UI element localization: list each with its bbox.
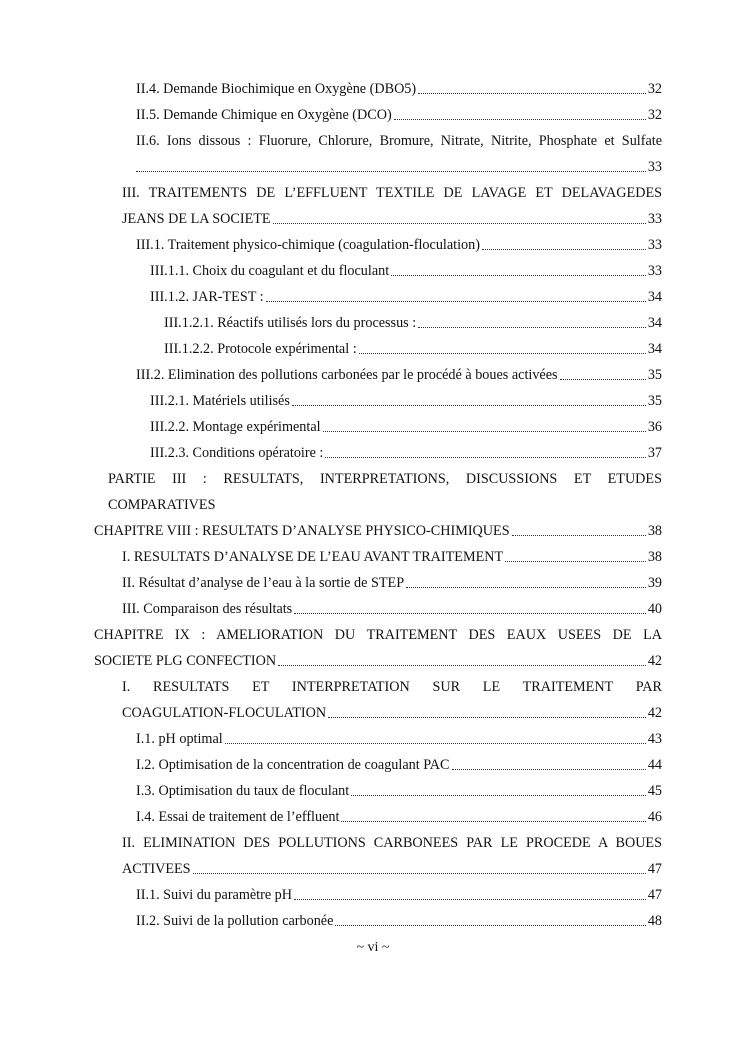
toc-entry-ii-6[interactable] [136, 131, 662, 151]
toc-entry-iii-1-1[interactable] [150, 261, 662, 281]
toc-entry-label: I.1. pH optimal [136, 731, 223, 747]
toc-entry-ii-4[interactable] [136, 79, 662, 99]
dot-leader [294, 613, 646, 614]
toc-entry-label: III.2.1. Matériels utilisés [150, 393, 290, 409]
toc-page-number: 42 [647, 705, 662, 721]
toc-entry-label: COAGULATION-FLOCULATION [122, 705, 327, 721]
toc-entry-ix-i-2[interactable] [136, 755, 662, 775]
toc-entry-ix-ii-2[interactable] [136, 911, 662, 931]
toc-entry-label: ACTIVEES [122, 861, 191, 877]
toc-entry-label: II. ELIMINATION DES POLLUTIONS CARBONEES PAR LE PROCEDE A BOUES [122, 835, 662, 851]
toc-entry-label: III.2.3. Conditions opératoire : [150, 445, 324, 461]
toc-page-number: 45 [647, 783, 662, 799]
toc-page-number: 34 [647, 289, 662, 305]
toc-entry-label: I.2. Optimisation de la concentration de coagulant PAC [136, 757, 450, 773]
toc-entry-label: I. RESULTATS ET INTERPRETATION SUR LE TRAITEMENT PAR [122, 679, 662, 695]
dot-leader [418, 93, 646, 94]
toc-entry-label: I.4. Essai de traitement de l’effluent [136, 809, 340, 825]
toc-entry-label: II.1. Suivi du paramètre pH [136, 887, 293, 903]
toc-page-number: 48 [647, 913, 662, 929]
toc-entry-ix-i[interactable] [122, 677, 662, 697]
toc-page-number: 32 [647, 81, 662, 97]
toc-page-number: 40 [647, 601, 662, 617]
toc-entry-iii-2-3[interactable] [150, 443, 662, 463]
page-footer-number: ~ vi ~ [356, 940, 390, 955]
dot-leader [266, 301, 646, 302]
toc-entry-ii-5[interactable] [136, 105, 662, 125]
toc-page-number: 35 [647, 393, 662, 409]
toc-entry-viii-ii[interactable] [122, 573, 662, 593]
toc-entry-label: II.6. Ions dissous : Fluorure, Chlorure, Bromure, Nitrate, Nitrite, Phosphate et Sulfate [136, 133, 662, 149]
toc-entry-label: CHAPITRE IX : AMELIORATION DU TRAITEMENT DES EAUX USEES DE LA [94, 627, 662, 643]
toc-entry-label: III.1.2.2. Protocole expérimental : [164, 341, 357, 357]
toc-entry-chapitre-ix[interactable] [94, 625, 662, 645]
toc-page-number: 33 [647, 237, 662, 253]
dot-leader [328, 717, 646, 718]
toc-entry-label: COMPARATIVES [108, 497, 216, 513]
toc-page-number: 35 [647, 367, 662, 383]
toc-page-number: 38 [647, 523, 662, 539]
toc-entry-iii-2[interactable] [136, 365, 662, 385]
toc-page-number: 47 [647, 861, 662, 877]
toc-entry-iii-1-2[interactable] [150, 287, 662, 307]
toc-entry-partie-iii-continuation[interactable] [108, 495, 662, 515]
dot-leader [505, 561, 646, 562]
toc-entry-label: I.3. Optimisation du taux de floculant [136, 783, 350, 799]
toc-page-number: 38 [647, 549, 662, 565]
toc-entry-iii-2-2[interactable] [150, 417, 662, 437]
dot-leader [335, 925, 645, 926]
toc-page-number: 44 [647, 757, 662, 773]
toc-entry-label: III.1. Traitement physico-chimique (coagulation-floculation) [136, 237, 480, 253]
dot-leader [273, 223, 646, 224]
toc-entry-iii-continuation[interactable] [122, 209, 662, 229]
toc-page-number: 34 [647, 341, 662, 357]
dot-leader [482, 249, 646, 250]
toc-page-number: 46 [647, 809, 662, 825]
toc-page-number: 37 [647, 445, 662, 461]
toc-entry-ix-i-continuation[interactable] [122, 703, 662, 723]
toc-entry-ix-i-1[interactable] [136, 729, 662, 749]
toc-entry-iii-1-2-1[interactable] [164, 313, 662, 333]
toc-entry-label: III.1.2.1. Réactifs utilisés lors du processus : [164, 315, 417, 331]
dot-leader [560, 379, 646, 380]
toc-entry-iii-2-1[interactable] [150, 391, 662, 411]
toc-entry-label: I. RESULTATS D’ANALYSE DE L’EAU AVANT TRAITEMENT [122, 549, 504, 565]
dot-leader [136, 171, 646, 172]
toc-page-number: 43 [647, 731, 662, 747]
toc-entry-label: III.1.1. Choix du coagulant et du floculant [150, 263, 390, 279]
toc-page-number: 39 [647, 575, 662, 591]
dot-leader [193, 873, 646, 874]
dot-leader [452, 769, 646, 770]
toc-entry-label: III.2. Elimination des pollutions carbonées par le procédé à boues activées [136, 367, 558, 383]
toc-entry-label: II.2. Suivi de la pollution carbonée [136, 913, 334, 929]
toc-entry-label: II.5. Demande Chimique en Oxygène (DCO) [136, 107, 392, 123]
toc-entry-ix-i-3[interactable] [136, 781, 662, 801]
dot-leader [406, 587, 646, 588]
dot-leader [359, 353, 646, 354]
toc-entry-iii-1[interactable] [136, 235, 662, 255]
toc-page-number: 32 [647, 107, 662, 123]
dot-leader [351, 795, 646, 796]
toc-entry-label: SOCIETE PLG CONFECTION [94, 653, 277, 669]
toc-entry-ix-ii-1[interactable] [136, 885, 662, 905]
dot-leader [391, 275, 646, 276]
toc-entry-iii[interactable] [122, 183, 662, 203]
dot-leader [512, 535, 646, 536]
toc-entry-label: II.4. Demande Biochimique en Oxygène (DBO5) [136, 81, 417, 97]
dot-leader [292, 405, 646, 406]
toc-page-number: 36 [647, 419, 662, 435]
dot-leader [325, 457, 645, 458]
toc-entry-label: III. Comparaison des résultats [122, 601, 293, 617]
dot-leader [341, 821, 645, 822]
toc-entry-label: JEANS DE LA SOCIETE [122, 211, 271, 227]
dot-leader [225, 743, 646, 744]
toc-entry-ii-6-continuation[interactable] [136, 157, 662, 177]
toc-entry-label: PARTIE III : RESULTATS, INTERPRETATIONS, DISCUSSIONS ET ETUDES [108, 471, 662, 487]
toc-page-number: 33 [647, 211, 662, 227]
toc-entry-label: III.2.2. Montage expérimental [150, 419, 321, 435]
dot-leader [294, 899, 646, 900]
toc-page-number: 33 [647, 263, 662, 279]
toc-entry-ix-ii-continuation[interactable] [122, 859, 662, 879]
toc-entry-label: III.1.2. JAR-TEST : [150, 289, 264, 305]
toc-entry-label: II. Résultat d’analyse de l’eau à la sortie de STEP [122, 575, 405, 591]
toc-page-number: 33 [647, 159, 662, 175]
toc-page-number: 47 [647, 887, 662, 903]
toc-entry-chapitre-ix-continuation[interactable] [94, 651, 662, 671]
dot-leader [323, 431, 646, 432]
toc-page-number: 34 [647, 315, 662, 331]
toc-entry-viii-iii[interactable] [122, 599, 662, 619]
dot-leader [394, 119, 646, 120]
dot-leader [418, 327, 646, 328]
toc-entry-label: CHAPITRE VIII : RESULTATS D’ANALYSE PHYSICO-CHIMIQUES [94, 523, 510, 539]
toc-entry-ix-i-4[interactable] [136, 807, 662, 827]
toc-page-number: 42 [647, 653, 662, 669]
toc-entry-ix-ii[interactable] [122, 833, 662, 853]
toc-entry-partie-iii[interactable] [108, 469, 662, 489]
toc-entry-chapitre-viii[interactable] [94, 521, 662, 541]
toc-entry-iii-1-2-2[interactable] [164, 339, 662, 359]
toc-entry-viii-i[interactable] [122, 547, 662, 567]
dot-leader [278, 665, 646, 666]
toc-entry-label: III. TRAITEMENTS DE L’EFFLUENT TEXTILE DE LAVAGE ET DELAVAGEDES [122, 185, 662, 201]
